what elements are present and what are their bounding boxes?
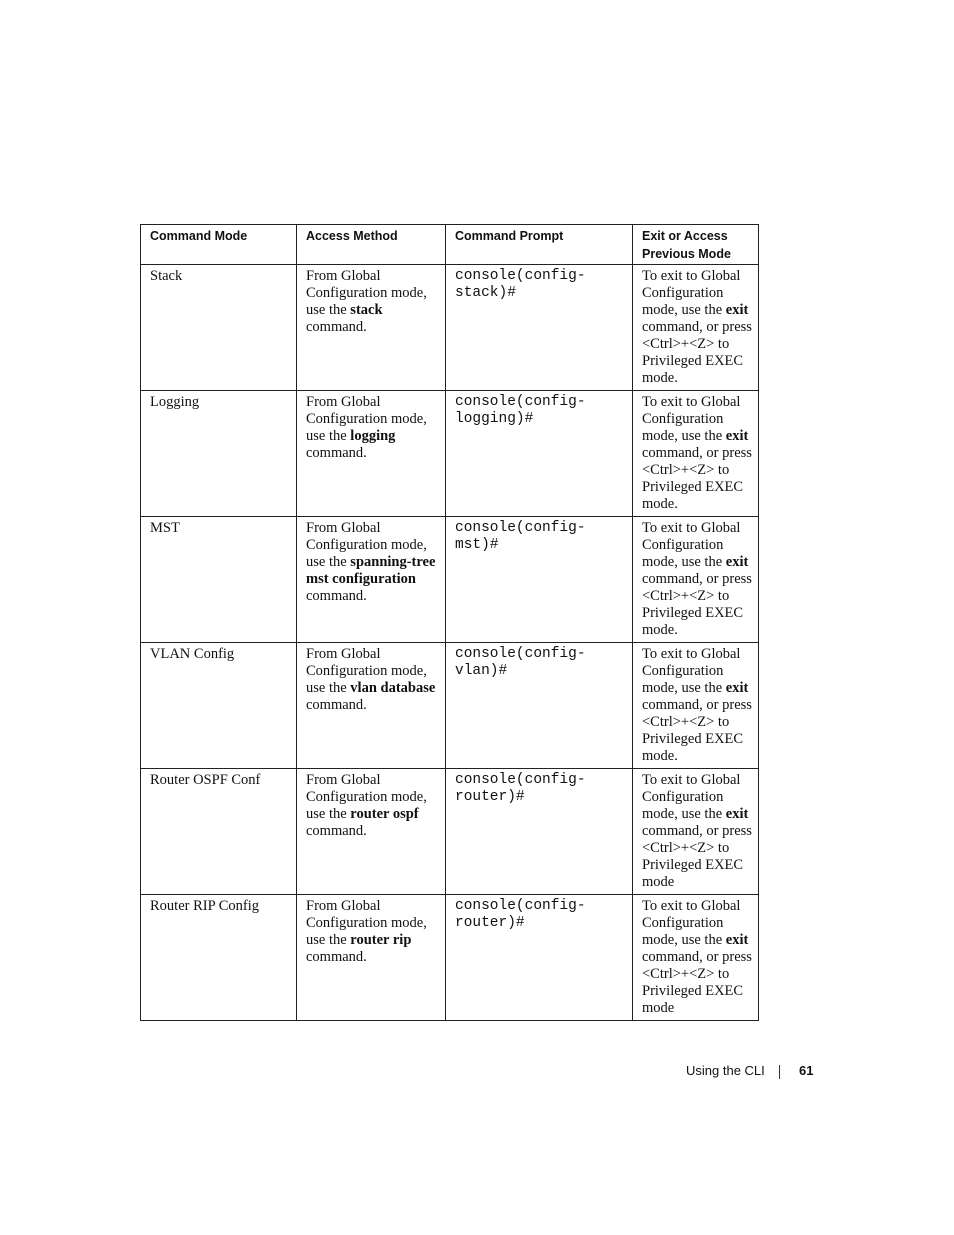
exit-method-text: To exit to Global Configuration mode, use the <box>642 646 741 696</box>
access-command: router ospf <box>350 806 419 822</box>
page-number: 61 <box>799 1063 814 1078</box>
access-method-cell <box>297 895 446 1021</box>
header-command-prompt: Command Prompt <box>446 225 633 265</box>
prompt-line-1: console(config- <box>455 772 586 788</box>
command-mode-name: VLAN Config <box>150 646 235 662</box>
table-row <box>141 391 759 517</box>
command-mode-name: MST <box>150 520 180 536</box>
exit-method-cell <box>633 643 759 769</box>
table-header-row <box>141 225 759 265</box>
access-method-suffix: command. <box>306 823 367 839</box>
exit-method-cell <box>633 265 759 391</box>
command-mode-name: Stack <box>150 268 183 284</box>
table-row <box>141 769 759 895</box>
exit-method-suffix: command, or press <Ctrl>+<Z> to Privileged EXEC mode. <box>642 445 752 512</box>
command-mode-name: Logging <box>150 394 200 410</box>
exit-command: exit <box>725 932 749 948</box>
exit-command: exit <box>725 554 749 570</box>
prompt-line-1: console(config- <box>455 394 586 410</box>
exit-method-suffix: command, or press <Ctrl>+<Z> to Privileged EXEC mode <box>642 949 752 1016</box>
access-method-suffix: command. <box>306 319 367 335</box>
access-method-suffix: command. <box>306 588 367 604</box>
access-command: logging <box>350 428 396 444</box>
prompt-line-2: vlan)# <box>455 663 508 679</box>
exit-method-text: To exit to Global Configuration mode, use the <box>642 772 741 822</box>
access-method-cell <box>297 265 446 391</box>
exit-method-suffix: command, or press <Ctrl>+<Z> to Privileged EXEC mode. <box>642 697 752 764</box>
prompt-line-2: router)# <box>455 915 525 931</box>
exit-method-text: To exit to Global Configuration mode, use the <box>642 394 741 444</box>
access-method-text: From Global Configuration mode, use the <box>306 646 427 696</box>
access-method-cell <box>297 769 446 895</box>
access-method-suffix: command. <box>306 949 367 965</box>
command-mode-cell <box>141 517 297 643</box>
header-access-method: Access Method <box>297 225 446 265</box>
access-command: spanning-tree mst configuration <box>306 554 436 587</box>
footer-divider <box>779 1065 780 1079</box>
exit-command: exit <box>725 806 749 822</box>
command-mode-name: Router OSPF Conf <box>150 772 261 788</box>
header-exit-line2: Previous Mode <box>642 247 731 261</box>
exit-method-cell <box>633 769 759 895</box>
access-method-suffix: command. <box>306 445 367 461</box>
prompt-line-2: logging)# <box>455 411 534 427</box>
access-method-text: From Global Configuration mode, use the <box>306 394 427 444</box>
access-method-suffix: command. <box>306 697 367 713</box>
prompt-line-1: console(config- <box>455 646 586 662</box>
command-mode-cell <box>141 391 297 517</box>
command-mode-cell <box>141 769 297 895</box>
prompt-line-1: console(config- <box>455 268 586 284</box>
access-command: stack <box>350 302 383 318</box>
access-method-text: From Global Configuration mode, use the <box>306 520 427 570</box>
table-row <box>141 517 759 643</box>
command-mode-table <box>140 224 759 1021</box>
exit-method-suffix: command, or press <Ctrl>+<Z> to Privileged EXEC mode. <box>642 319 752 386</box>
command-mode-name: Router RIP Config <box>150 898 260 914</box>
access-method-text: From Global Configuration mode, use the <box>306 898 427 948</box>
header-command-mode: Command Mode <box>141 225 297 265</box>
prompt-line-1: console(config- <box>455 898 586 914</box>
footer-section-title: Using the CLI <box>686 1063 765 1078</box>
command-mode-cell <box>141 643 297 769</box>
command-prompt-cell <box>446 643 633 769</box>
table-row <box>141 265 759 391</box>
prompt-line-2: mst)# <box>455 537 499 553</box>
exit-method-suffix: command, or press <Ctrl>+<Z> to Privileged EXEC mode. <box>642 571 752 638</box>
access-method-text: From Global Configuration mode, use the <box>306 268 427 318</box>
access-command: router rip <box>350 932 412 948</box>
exit-method-cell <box>633 391 759 517</box>
header-exit-or-access <box>633 225 759 265</box>
prompt-line-1: console(config- <box>455 520 586 536</box>
command-prompt-cell <box>446 265 633 391</box>
exit-method-cell <box>633 517 759 643</box>
access-command: vlan database <box>350 680 436 696</box>
command-prompt-cell <box>446 517 633 643</box>
command-prompt-cell <box>446 391 633 517</box>
exit-method-suffix: command, or press <Ctrl>+<Z> to Privileged EXEC mode <box>642 823 752 890</box>
command-prompt-cell <box>446 769 633 895</box>
table-row <box>141 895 759 1021</box>
table-row <box>141 643 759 769</box>
header-exit-line1: Exit or Access <box>642 229 728 243</box>
command-mode-cell <box>141 265 297 391</box>
access-method-cell <box>297 643 446 769</box>
prompt-line-2: stack)# <box>455 285 516 301</box>
exit-method-text: To exit to Global Configuration mode, use the <box>642 268 741 318</box>
command-prompt-cell <box>446 895 633 1021</box>
exit-command: exit <box>725 680 749 696</box>
access-method-cell <box>297 517 446 643</box>
access-method-cell <box>297 391 446 517</box>
exit-command: exit <box>725 428 749 444</box>
command-mode-cell <box>141 895 297 1021</box>
exit-method-text: To exit to Global Configuration mode, use the <box>642 898 741 948</box>
exit-method-cell <box>633 895 759 1021</box>
access-method-text: From Global Configuration mode, use the <box>306 772 427 822</box>
prompt-line-2: router)# <box>455 789 525 805</box>
exit-command: exit <box>725 302 749 318</box>
exit-method-text: To exit to Global Configuration mode, use the <box>642 520 741 570</box>
